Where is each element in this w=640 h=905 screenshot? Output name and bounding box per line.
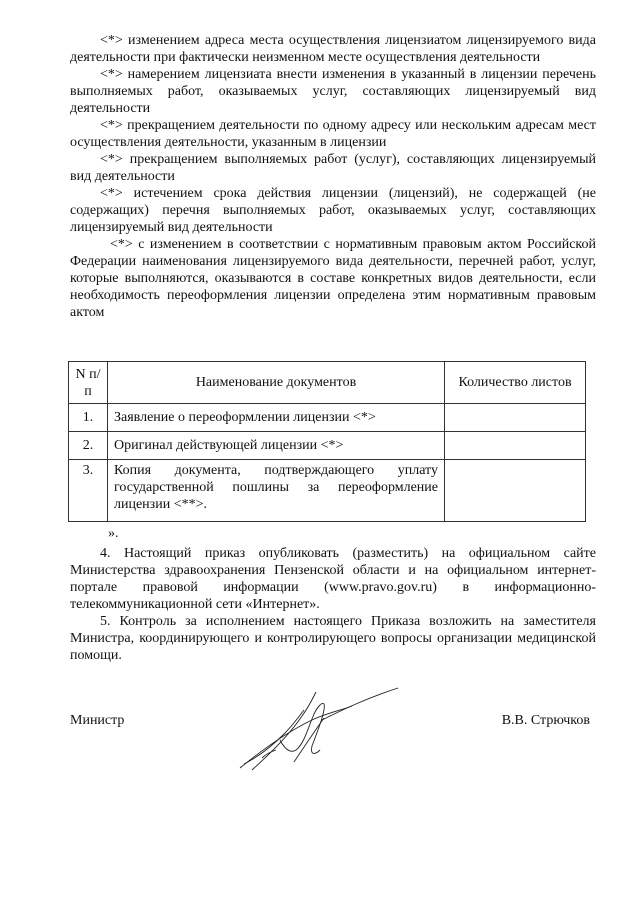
reason-works-termination: <*> прекращением выполняемых работ (услуг), составляющих лицензируемый вид деятельности xyxy=(70,152,596,184)
row-num: 3. xyxy=(69,460,108,522)
row-count xyxy=(445,460,586,522)
clause-publication: 4. Настоящий приказ опубликовать (разместить) на официальном сайте Министерства здравоохранения Пензенской области и на официальном интернет-портале правовой информации (www.pravo.gov.ru) в информационно-телекоммуникационной сети «Интернет». xyxy=(70,546,596,612)
table-row xyxy=(69,404,586,432)
row-count xyxy=(445,432,586,460)
reason-license-expiry: <*> истечением срока действия лицензии (лицензий), не содержащей (не содержащих) перечня выполняемых работ, оказываемых услуг, составляющих лицензируемый вид деятельности xyxy=(70,186,596,235)
order-clauses xyxy=(70,545,596,664)
table-row xyxy=(69,432,586,460)
reason-works-change: <*> намерением лицензиата внести изменения в указанный в лицензии перечень выполняемых работ, оказываемых услуг, составляющих лицензируемый вид деятельности xyxy=(70,67,596,116)
reason-address-termination: <*> прекращением деятельности по одному адресу или нескольким адресам мест осуществления деятельности, указанным в лицензии xyxy=(70,118,596,150)
row-num: 1. xyxy=(69,404,108,432)
signatory-name: В.В. Стрючков xyxy=(501,713,590,728)
license-reasons-list xyxy=(70,32,596,321)
signature-image xyxy=(232,680,402,775)
documents-table xyxy=(68,361,586,522)
row-name: Копия документа, подтверждающего уплату государственной пошлины за переоформление лицензии <**>. xyxy=(108,460,445,522)
row-count xyxy=(445,404,586,432)
header-count: Количество листов xyxy=(445,362,586,404)
signatory-position: Министр xyxy=(70,713,125,728)
table-header-row xyxy=(69,362,586,404)
closing-quote: ». xyxy=(108,526,119,541)
header-num: N п/п xyxy=(69,362,108,404)
row-name: Оригинал действующей лицензии <*> xyxy=(108,432,445,460)
header-name: Наименование документов xyxy=(108,362,445,404)
reason-address-change: <*> изменением адреса места осуществления лицензиатом лицензируемого вида деятельности при фактически неизменном месте осуществления деятельности xyxy=(70,33,596,65)
row-name: Заявление о переоформлении лицензии <*> xyxy=(108,404,445,432)
clause-control: 5. Контроль за исполнением настоящего Приказа возложить на заместителя Министра, координирующего и контролирующего вопросы организации медицинской помощи. xyxy=(70,614,596,663)
reason-legal-act-change: <*> с изменением в соответствии с нормативным правовым актом Российской Федерации наименования лицензируемого вида деятельности, перечней работ, услуг, которые выполняются, оказываются в составе конкретных видов деятельности, если необходимость переоформления лицензии определена этим нормативным правовым актом xyxy=(70,237,596,320)
table-row xyxy=(69,460,586,522)
row-num: 2. xyxy=(69,432,108,460)
